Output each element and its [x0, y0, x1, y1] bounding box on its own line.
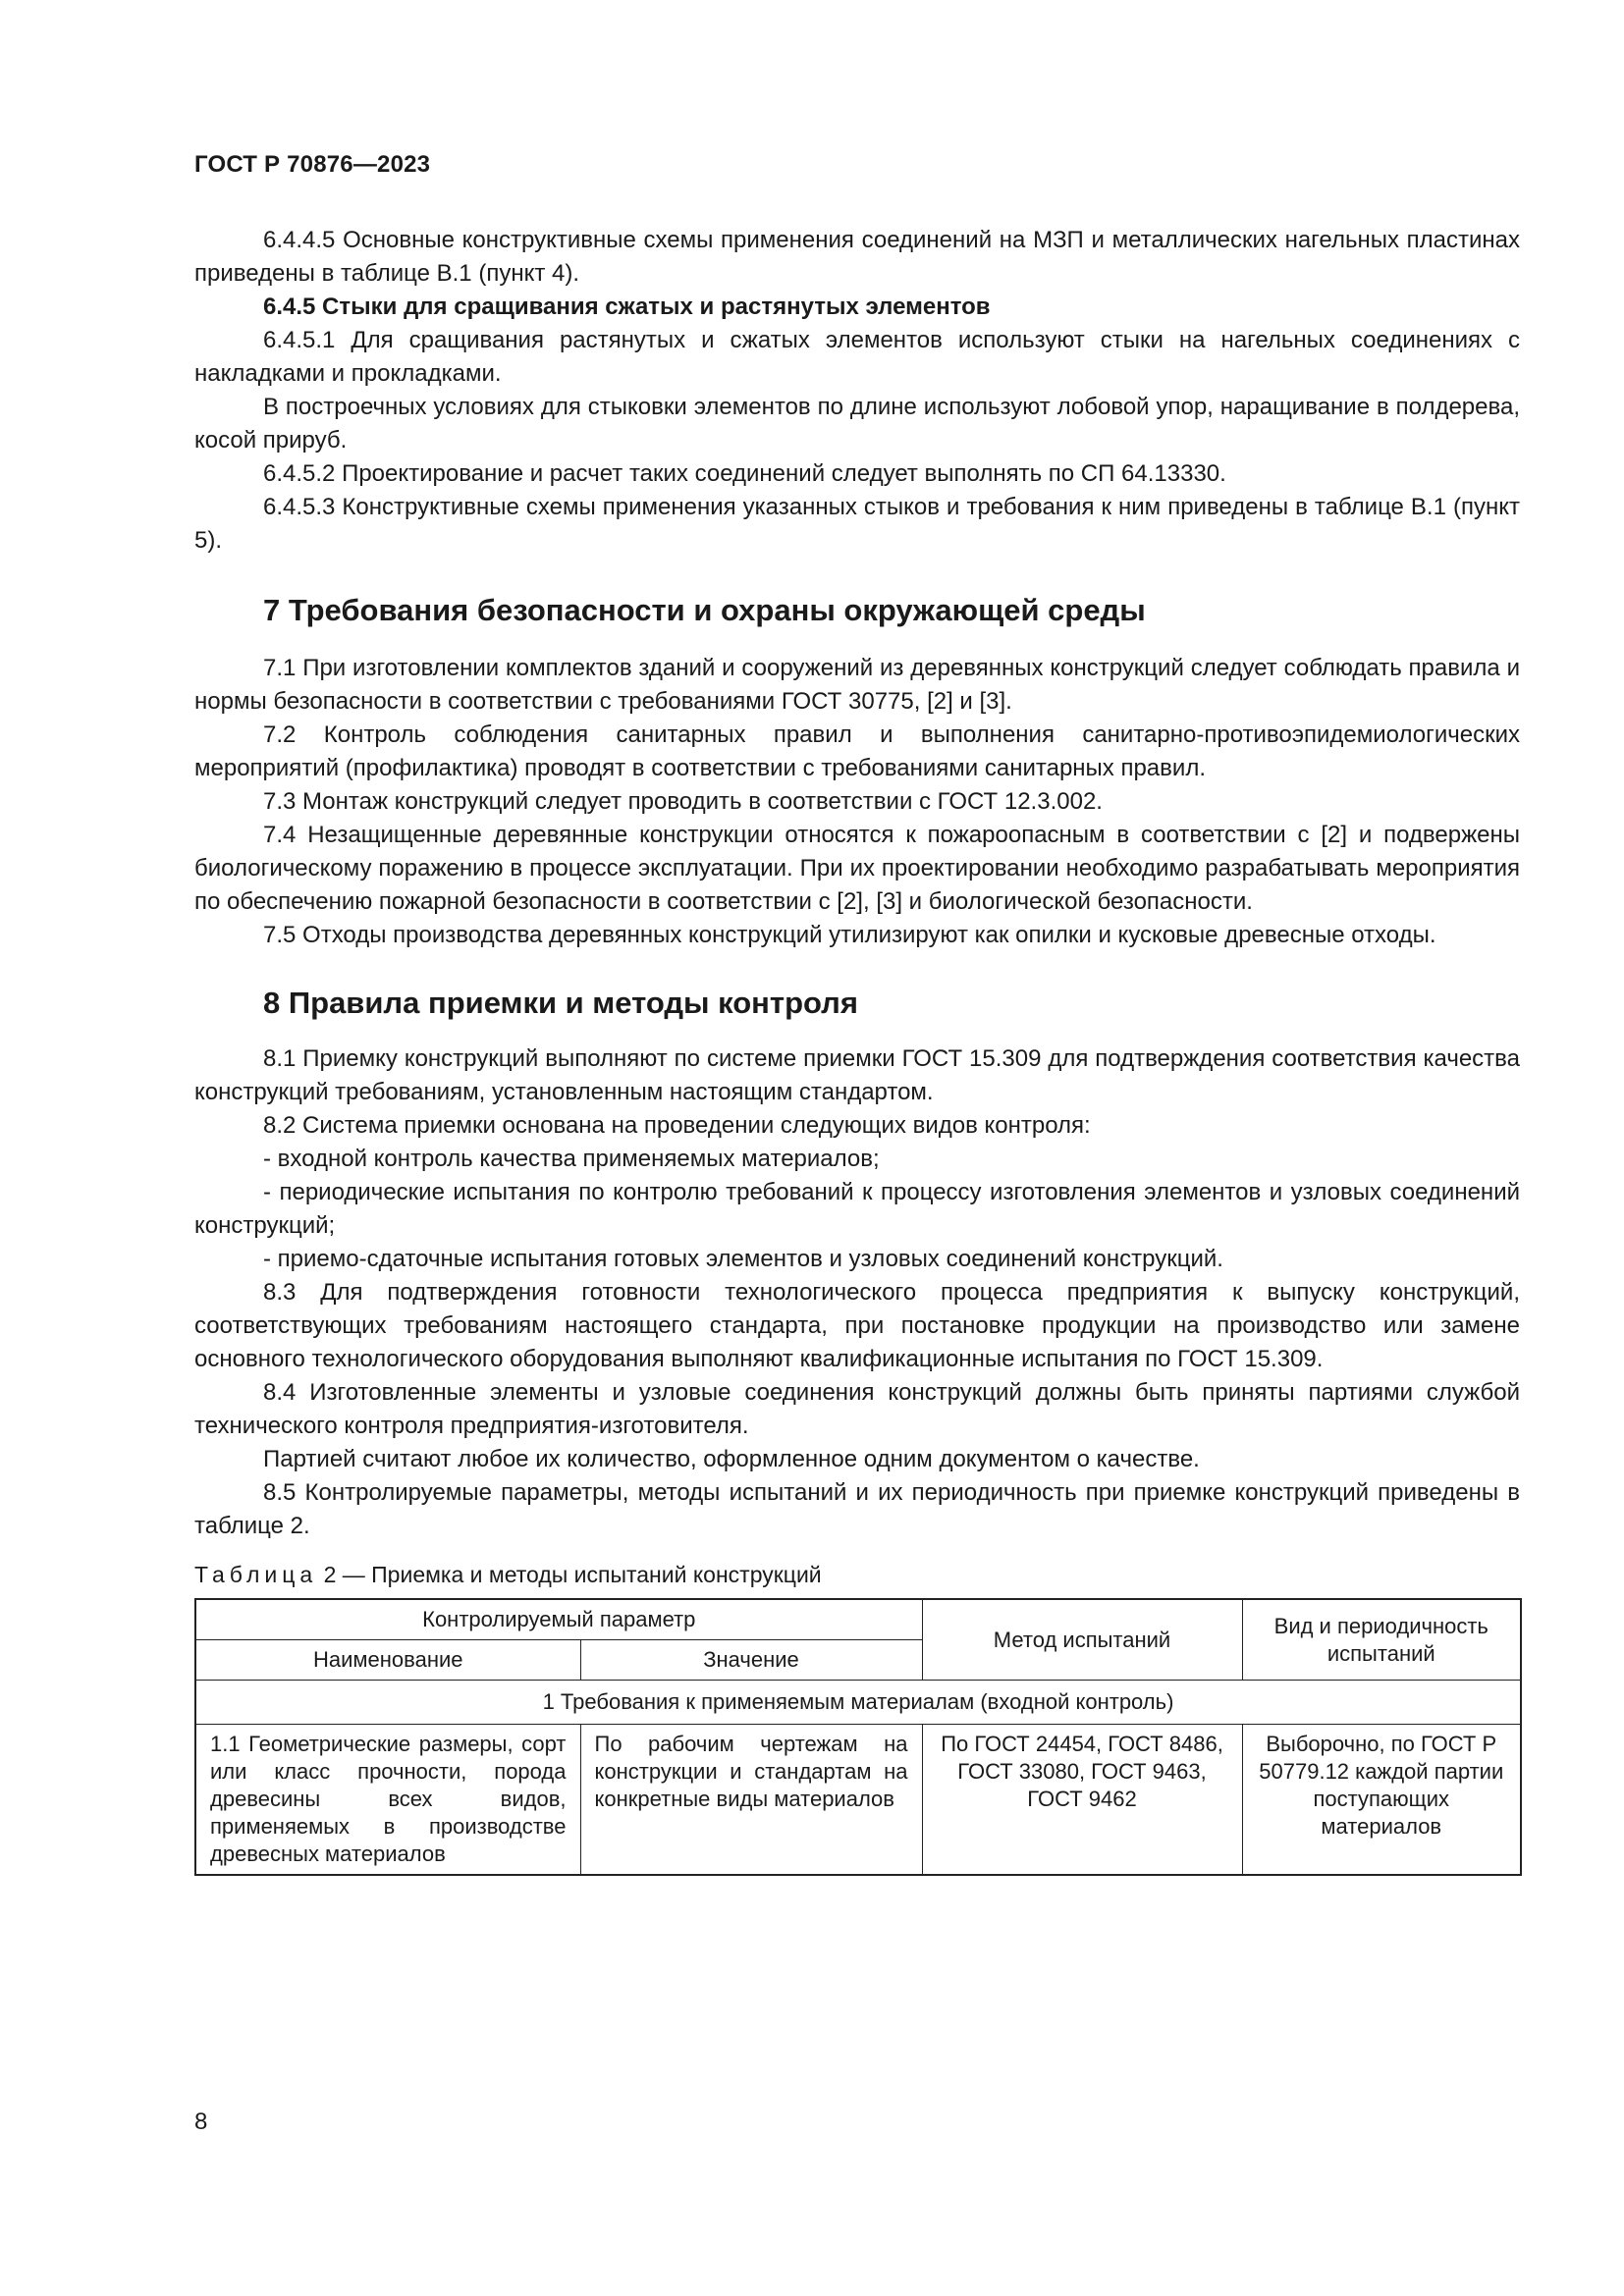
list-item-input-control: - входной контроль качества применяемых материалов; — [263, 1146, 880, 1172]
table-row — [195, 1725, 1521, 1876]
paragraph-8-4-continued: Партией считают любое их количество, оформленное одним документом о качестве. — [263, 1446, 1200, 1472]
paragraph-8-2: 8.2 Система приемки основана на проведении следующих видов контроля: — [263, 1112, 1091, 1139]
cell-method: По ГОСТ 24454, ГОСТ 8486, ГОСТ 33080, ГОСТ 9463, ГОСТ 9462 — [922, 1725, 1242, 1876]
paragraph-7-1: 7.1 При изготовлении комплектов зданий и сооружений из деревянных конструкций следует соблюдать правила и нормы безопасности в соответствии с требованиями ГОСТ 30775, [2] и [3]. — [194, 655, 1520, 715]
subsection-heading-6-4-5: 6.4.5 Стыки для сращивания сжатых и растянутых элементов — [263, 294, 991, 320]
paragraph-7-4: 7.4 Незащищенные деревянные конструкции относятся к пожароопасным в соответствии с [2] и подвержены биологическому поражению в процессе эксплуатации. При их проектировании необходимо разрабатывать мероприятия по обеспечению пожарной безопасности в соответствии с [2], [3] и биологической безопасности. — [194, 822, 1520, 915]
paragraph-6-4-4-5: 6.4.4.5 Основные конструктивные схемы применения соединений на МЗП и металлических нагельных пластинах приведены в таблице В.1 (пункт 4). — [194, 227, 1520, 287]
section-heading-7: 7 Требования безопасности и охраны окружающей среды — [263, 593, 1146, 627]
cell-periodicity: Выборочно, по ГОСТ Р 50779.12 каждой партии поступающих материалов — [1242, 1725, 1521, 1876]
paragraph-6-4-5-1-continued: В построечных условиях для стыковки элементов по длине используют лобовой упор, наращивание в полдерева, косой прируб. — [194, 394, 1520, 454]
list-item-acceptance-tests: - приемо-сдаточные испытания готовых элементов и узловых соединений конструкций. — [263, 1246, 1223, 1272]
table-caption-word: Таблица — [194, 1562, 318, 1587]
paragraph-6-4-5-1: 6.4.5.1 Для сращивания растянутых и сжатых элементов используют стыки на нагельных соединениях с накладками и прокладками. — [194, 327, 1520, 387]
header-value: Значение — [580, 1640, 922, 1681]
cell-value: По рабочим чертежам на конструкции и стандартам на конкретные виды материалов — [580, 1725, 922, 1876]
header-test-periodicity: Вид и периодичность испытаний — [1242, 1599, 1521, 1681]
paragraph-6-4-5-2: 6.4.5.2 Проектирование и расчет таких соединений следует выполнять по СП 64.13330. — [263, 460, 1226, 487]
paragraph-8-4: 8.4 Изготовленные элементы и узловые соединения конструкций должны быть приняты партиями службой технического контроля предприятия-изготовителя. — [194, 1379, 1520, 1439]
table-caption-title: 2 — Приемка и методы испытаний конструкций — [323, 1562, 822, 1587]
paragraph-7-3: 7.3 Монтаж конструкций следует проводить в соответствии с ГОСТ 12.3.002. — [263, 788, 1103, 815]
paragraph-8-5: 8.5 Контролируемые параметры, методы испытаний и их периодичность при приемке конструкций приведены в таблице 2. — [194, 1479, 1520, 1539]
table-caption — [194, 1559, 1520, 1590]
section-heading-8: 8 Правила приемки и методы контроля — [263, 986, 858, 1020]
page-number: 8 — [194, 2109, 208, 2135]
header-test-method: Метод испытаний — [922, 1599, 1242, 1681]
page-content — [194, 224, 1520, 1876]
header-controlled-parameter: Контролируемый параметр — [195, 1599, 922, 1640]
table-section-row: 1 Требования к применяемым материалам (входной контроль) — [195, 1681, 1521, 1725]
list-item-periodic-tests: - периодические испытания по контролю требований к процессу изготовления элементов и узловых соединений конструкций; — [194, 1179, 1520, 1239]
paragraph-7-2: 7.2 Контроль соблюдения санитарных правил и выполнения санитарно-противоэпидемиологических мероприятий (профилактика) проводят в соответствии с требованиями санитарных правил. — [194, 721, 1520, 781]
paragraph-6-4-5-3: 6.4.5.3 Конструктивные схемы применения указанных стыков и требования к ним приведены в таблице В.1 (пункт 5). — [194, 494, 1520, 554]
acceptance-table — [194, 1598, 1522, 1876]
header-name: Наименование — [195, 1640, 580, 1681]
document-code-header: ГОСТ Р 70876—2023 — [194, 151, 431, 178]
paragraph-7-5: 7.5 Отходы производства деревянных конструкций утилизируют как опилки и кусковые древесные отходы. — [263, 922, 1436, 948]
cell-name: 1.1 Геометрические размеры, сорт или класс прочности, порода древесины всех видов, применяемых в производстве древесных материалов — [195, 1725, 580, 1876]
paragraph-8-3: 8.3 Для подтверждения готовности технологического процесса предприятия к выпуску конструкций, соответствующих требованиям настоящего стандарта, при постановке продукции на производство или замене основного технологического оборудования выполняют квалификационные испытания по ГОСТ 15.309. — [194, 1279, 1520, 1372]
paragraph-8-1: 8.1 Приемку конструкций выполняют по системе приемки ГОСТ 15.309 для подтверждения соответствия качества конструкций требованиям, установленным настоящим стандартом. — [194, 1045, 1520, 1105]
